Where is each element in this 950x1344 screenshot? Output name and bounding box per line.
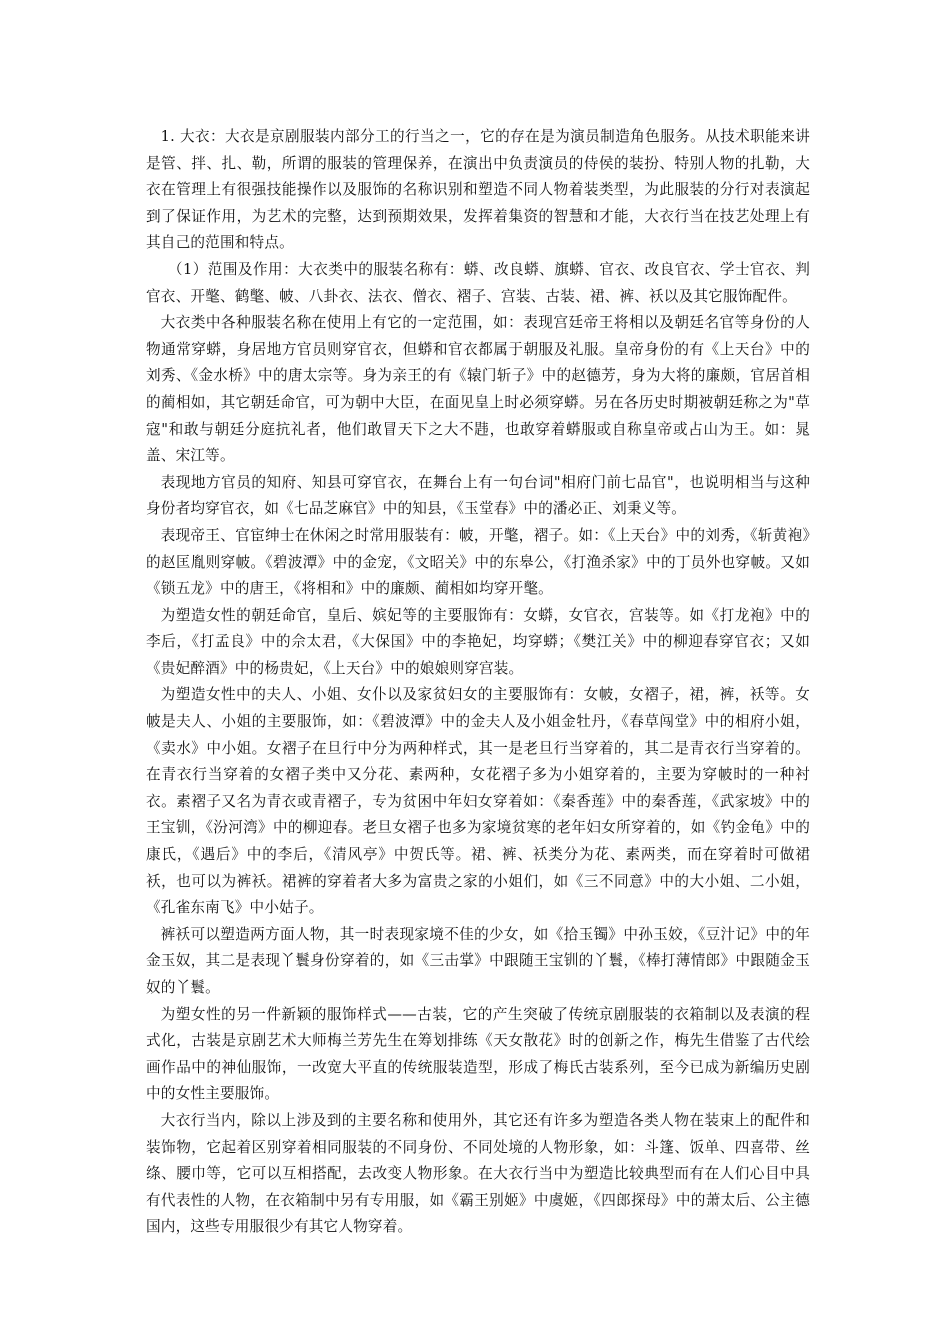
paragraph-female-commoners: 为塑造女性中的夫人、小姐、女仆以及家贫妇女的主要服饰有：女帔，女褶子，裙，裤，袄等。女帔是夫人、小姐的主要服饰，如：《碧波潭》中的金夫人及小姐金牡丹，《春草闯堂》中的相府小姐，《卖水》中小姐。女褶子在旦行中分为两种样式，其一是老旦行当穿着的，其二是青衣行当穿着的。在青衣行当穿着的女褶子类中又分花、素两种，女花褶子多为小姐穿着的，主要为穿帔时的一种衬衣。素褶子又名为青衣或青褶子，专为贫困中年妇女穿着如：《秦香莲》中的秦香莲，《武家坡》中的王宝钏，《汾河湾》中的柳迎春。老旦女褶子也多为家境贫寒的老年妇女所穿着的，如《钓金龟》中的康氏，《遇后》中的李后，《清风亭》中贺氏等。裙、裤、袄类分为花、素两类，而在穿着时可做裙袄，也可以为裤袄。裙裤的穿着者大多为富贵之家的小姐们，如《三不同意》中的大小姐、二小姐，《孔雀东南飞》中小姑子。	[146, 686, 810, 917]
document-body	[146, 124, 810, 1241]
paragraph-female-officials: 为塑造女性的朝廷命官，皇后、嫔妃等的主要服饰有：女蟒，女官衣，宫装等。如《打龙袍》中的李后，《打孟良》中的佘太君，《大保国》中的李艳妃，均穿蟒；《樊江关》中的柳迎春穿官衣；又如《贵妃醉酒》中的杨贵妃，《上天台》中的娘娘则穿宫装。	[146, 606, 810, 677]
paragraph-guanyi: 表现地方官员的知府、知县可穿官衣，在舞台上有一句台词"相府门前七品官"，也说明相当与这种身份者均穿官衣，如《七品芝麻官》中的知县，《玉堂春》中的潘必正、刘秉义等。	[146, 473, 810, 518]
paragraph-guzhuang: 为塑女性的另一件新颖的服饰样式——古装，它的产生突破了传统京剧服装的衣箱制以及表演的程式化，古装是京剧艺术大师梅兰芳先生在筹划排练《天女散花》时的创新之作，梅先生借鉴了古代绘画作品中的神仙服饰，一改宽大平直的传统服装造型，形成了梅氏古装系列，至今已成为新编历史剧中的女性主要服饰。	[146, 1005, 810, 1103]
paragraph-pei: 表现帝王、官宦绅士在休闲之时常用服装有：帔，开氅，褶子。如：《上天台》中的刘秀，《斩黄袍》的赵匡胤则穿帔。《碧波潭》中的金宠，《文昭关》中的东皋公，《打渔杀家》中的丁员外也穿帔。又如《锁五龙》中的唐王，《将相和》中的廉颇、蔺相如均穿开氅。	[146, 526, 810, 598]
paragraph-intro: 1. 大衣：大衣是京剧服装内部分工的行当之一，它的存在是为演员制造角色服务。从技术职能来讲是管、拌、扎、勒，所谓的服装的管理保养，在演出中负责演员的侍侯的装扮、特别人物的扎勒，大衣在管理上有很强技能操作以及服饰的名称识别和塑造不同人物着装类型，为此服装的分行对表演起到了保证作用，为艺术的完整，达到预期效果，发挥着集资的智慧和才能，大衣行当在技艺处理上有其自己的范围和特点。	[146, 128, 810, 252]
paragraph-mang: 大衣类中各种服装名称在使用上有它的一定范围，如：表现宫廷帝王将相以及朝廷名官等身份的人物通常穿蟒，身居地方官员则穿官衣，但蟒和官衣都属于朝服及礼服。皇帝身份的有《上天台》中的刘秀、《金水桥》中的唐太宗等。身为亲王的有《辕门斩子》中的赵德芳，身为大将的廉颇，官居首相的蔺相如，其它朝廷命官，可为朝中大臣，在面见皇上时必须穿蟒。另在各历史时期被朝廷称之为"草寇"和敢与朝廷分庭抗礼者，他们敢冒天下之大不韪，也敢穿着蟒服或自称皇帝或占山为王。如：晁盖、宋江等。	[146, 314, 810, 465]
paragraph-scope: （1）范围及作用：大衣类中的服装名称有：蟒、改良蟒、旗蟒、官衣、改良官衣、学士官衣、判官衣、开氅、鹤氅、帔、八卦衣、法衣、僧衣、褶子、宫装、古装、裙、裤、袄以及其它服饰配件。	[146, 260, 810, 305]
paragraph-kuao: 裤袄可以塑造两方面人物，其一时表现家境不佳的少女，如《拾玉镯》中孙玉姣，《豆汁记》中的年金玉奴，其二是表现丫鬟身份穿着的，如《三击掌》中跟随王宝钏的丫鬟，《棒打薄情郎》中跟随金玉奴的丫鬟。	[146, 925, 810, 996]
paragraph-accessories: 大衣行当内，除以上涉及到的主要名称和使用外，其它还有许多为塑造各类人物在装束上的配件和装饰物，它起着区别穿着相同服装的不同身份、不同处境的人物形象，如：斗篷、饭单、四喜带、丝绦、腰巾等，它可以互相搭配，去改变人物形象。在大衣行当中为塑造比较典型而有在人们心目中具有代表性的人物，在衣箱制中另有专用服，如《霸王别姬》中虞姬，《四郎探母》中的萧太后、公主德国内，这些专用服很少有其它人物穿着。	[146, 1111, 810, 1236]
